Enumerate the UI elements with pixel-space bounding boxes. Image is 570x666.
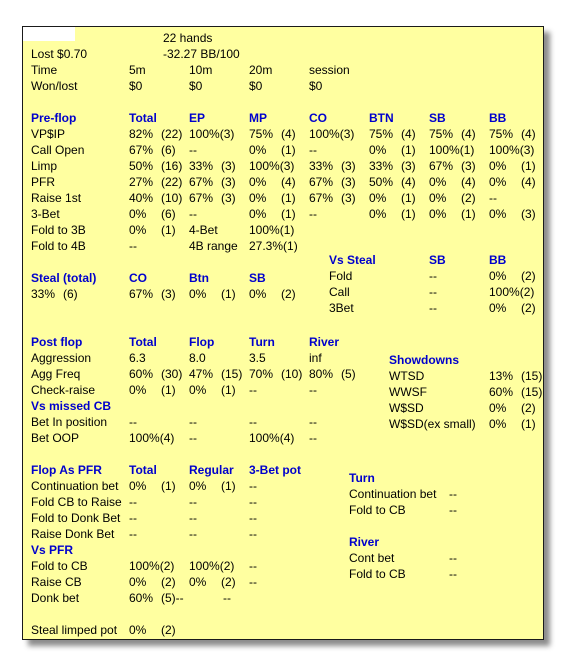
vs-pfr-total: 60% (129, 591, 154, 605)
vs-pfr-regular: 0% (189, 575, 207, 589)
preflop-cell-count: (6) (161, 143, 176, 157)
preflop-row-label: 3-Bet (31, 207, 60, 221)
preflop-cell: 4-Bet (189, 223, 218, 237)
showdown-count: (2) (521, 401, 536, 415)
preflop-header: EP (189, 111, 206, 125)
vs-pfr-3bet: -- (223, 591, 231, 605)
vs-steal-bb: 100%(2) (489, 285, 535, 299)
showdown-value: 60% (489, 385, 514, 399)
preflop-cell: 0% (129, 223, 147, 237)
postflop-cell: -- (249, 383, 257, 397)
vs-missed-cell: -- (309, 415, 317, 429)
preflop-row-label: Fold to 3B (31, 223, 86, 237)
showdown-count: (15) (521, 385, 543, 399)
preflop-cell: 0% (369, 143, 387, 157)
preflop-cell: -- (129, 239, 137, 253)
preflop-header: CO (309, 111, 327, 125)
turn-row-label: Continuation bet (349, 487, 437, 501)
postflop-cell: 0% (189, 383, 207, 397)
showdown-count: (15) (521, 369, 543, 383)
vs-missed-cell: -- (189, 415, 197, 429)
preflop-cell-count: (3) (401, 159, 416, 173)
preflop-cell-count: (10) (161, 191, 183, 205)
steal-sb-header: SB (249, 271, 266, 285)
wonlost-5m: $0 (129, 79, 143, 93)
preflop-cell: 27% (129, 175, 154, 189)
steal-btn-count: (1) (221, 287, 236, 301)
preflop-cell: 0% (489, 159, 507, 173)
postflop-title: Post flop (31, 335, 83, 349)
preflop-cell-count: (2) (461, 191, 476, 205)
flop-pfr-header-regular: Regular (189, 463, 234, 477)
postflop-cell: 47% (189, 367, 214, 381)
preflop-cell: 0% (429, 207, 447, 221)
preflop-cell: -- (489, 191, 497, 205)
preflop-cell: 100%(3) (249, 159, 295, 173)
preflop-cell: 4B range (189, 239, 238, 253)
preflop-cell-count: (3) (221, 191, 236, 205)
vs-pfr-row-label: Fold to CB (31, 559, 88, 573)
flop-pfr-3bet: -- (249, 511, 257, 525)
vs-missed-cb-title: Vs missed CB (31, 399, 112, 413)
vs-steal-sb: -- (429, 269, 437, 283)
showdown-value: 13% (489, 369, 514, 383)
vs-pfr-3bet: -- (249, 559, 257, 573)
time-session: session (309, 63, 350, 77)
preflop-cell: 0% (369, 191, 387, 205)
time-label: Time (31, 63, 58, 77)
preflop-cell-count: (1) (161, 223, 176, 237)
preflop-cell: -- (309, 143, 317, 157)
preflop-cell: 67% (309, 191, 334, 205)
preflop-cell: 33% (309, 159, 334, 173)
vs-steal-sb: -- (429, 301, 437, 315)
postflop-row-label: Agg Freq (31, 367, 81, 381)
postflop-cell: -- (309, 383, 317, 397)
showdown-label: W$SD(ex small) (389, 417, 476, 431)
vs-steal-sb: -- (429, 285, 437, 299)
stats-popup-panel (22, 26, 544, 640)
hands-count: 22 hands (163, 31, 213, 45)
preflop-header: MP (249, 111, 267, 125)
vs-missed-cell: 100%(4) (129, 431, 175, 445)
flop-pfr-total: -- (129, 495, 137, 509)
vs-steal-header-sb: SB (429, 253, 446, 267)
preflop-cell-count: (1) (461, 207, 476, 221)
river-row-label: Cont bet (349, 551, 395, 565)
preflop-cell: 40% (129, 191, 154, 205)
preflop-cell-count: (22) (161, 175, 183, 189)
vs-steal-row-label: Call (329, 285, 350, 299)
preflop-cell: 33% (369, 159, 394, 173)
flop-pfr-regular-count: (1) (221, 479, 236, 493)
postflop-row-label: Aggression (31, 351, 92, 365)
showdown-value: 0% (489, 401, 507, 415)
preflop-cell-count: (4) (521, 127, 536, 141)
preflop-cell: 0% (249, 143, 267, 157)
postflop-cell-count: (1) (161, 383, 176, 397)
steal-co-value: 67% (129, 287, 154, 301)
showdown-value: 0% (489, 417, 507, 431)
postflop-cell: inf (309, 351, 322, 365)
vs-steal-header-bb: BB (489, 253, 507, 267)
preflop-cell: 0% (249, 207, 267, 221)
vs-pfr-regular: 100%(2) (189, 559, 235, 573)
river-row-value: -- (449, 567, 457, 581)
preflop-cell-count: (3) (461, 159, 476, 173)
river-row-label: Fold to CB (349, 567, 406, 581)
vs-missed-row-label: Bet In position (31, 415, 108, 429)
preflop-cell-count: (4) (281, 175, 296, 189)
preflop-cell: 75% (249, 127, 274, 141)
steal-sb-value: 0% (249, 287, 267, 301)
postflop-cell: 60% (129, 367, 154, 381)
postflop-header: Total (129, 335, 157, 349)
preflop-cell: -- (189, 143, 197, 157)
preflop-cell: 50% (369, 175, 394, 189)
title-bar-blank (23, 27, 75, 41)
preflop-cell: 0% (489, 175, 507, 189)
turn-row-value: -- (449, 503, 457, 517)
preflop-cell-count: (3) (221, 175, 236, 189)
preflop-cell-count: (1) (521, 159, 536, 173)
steal-btn-value: 0% (189, 287, 207, 301)
preflop-cell-count: (4) (461, 127, 476, 141)
steal-total-value: 33% (31, 287, 56, 301)
steal-sb-count: (2) (281, 287, 296, 301)
preflop-cell: 0% (129, 207, 147, 221)
flop-pfr-regular: -- (189, 511, 197, 525)
turn-row-label: Fold to CB (349, 503, 406, 517)
preflop-cell: 100%(3) (309, 127, 355, 141)
flop-pfr-header-3bet: 3-Bet pot (249, 463, 301, 477)
postflop-cell: 80% (309, 367, 334, 381)
preflop-cell-count: (3) (341, 191, 356, 205)
preflop-header: SB (429, 111, 446, 125)
wonlost-10m: $0 (189, 79, 203, 93)
preflop-cell: 100%(3) (489, 143, 535, 157)
postflop-row-label: Check-raise (31, 383, 96, 397)
steal-btn-header: Btn (189, 271, 209, 285)
steal-total-header: Steal (total) (31, 271, 97, 285)
flop-pfr-total: -- (129, 527, 137, 541)
preflop-cell: 67% (189, 175, 214, 189)
vs-pfr-total-count: (2) (161, 575, 176, 589)
time-10m: 10m (189, 63, 213, 77)
postflop-header: Flop (189, 335, 215, 349)
preflop-cell: 0% (429, 191, 447, 205)
bb-per-100: -32.27 BB/100 (163, 47, 240, 61)
vs-steal-title: Vs Steal (329, 253, 376, 267)
postflop-cell-count: (5) (341, 367, 356, 381)
steal-total-count: (6) (63, 287, 78, 301)
postflop-cell: 0% (129, 383, 147, 397)
flop-pfr-header-total: Total (129, 463, 157, 477)
steal-limped-label: Steal limped pot (31, 623, 118, 637)
postflop-header: River (309, 335, 340, 349)
preflop-row-label: Limp (31, 159, 58, 173)
preflop-row-label: Fold to 4B (31, 239, 86, 253)
vs-missed-cell: 100%(4) (249, 431, 295, 445)
preflop-cell-count: (3) (341, 159, 356, 173)
steal-co-header: CO (129, 271, 147, 285)
postflop-cell: 3.5 (249, 351, 266, 365)
vs-steal-row-label: Fold (329, 269, 353, 283)
preflop-cell: 100%(3) (189, 127, 235, 141)
flop-pfr-total: 0% (129, 479, 147, 493)
vs-missed-cell: -- (249, 415, 257, 429)
preflop-cell-count: (6) (161, 207, 176, 221)
preflop-cell: 33% (189, 159, 214, 173)
preflop-cell-count: (3) (521, 207, 536, 221)
vs-missed-row-label: Bet OOP (31, 431, 80, 445)
preflop-row-label: Call Open (31, 143, 85, 157)
preflop-cell: 75% (369, 127, 394, 141)
preflop-cell: 0% (429, 175, 447, 189)
flop-pfr-row-label: Fold to Donk Bet (31, 511, 121, 525)
preflop-row-label: PFR (31, 175, 55, 189)
preflop-cell: 75% (429, 127, 454, 141)
vs-missed-cell: -- (189, 431, 197, 445)
preflop-cell-count: (3) (341, 175, 356, 189)
vs-pfr-regular-count: (2) (221, 575, 236, 589)
preflop-header: Total (129, 111, 157, 125)
flop-pfr-row-label: Fold CB to Raise (31, 495, 122, 509)
flop-as-pfr-title: Flop As PFR (31, 463, 102, 477)
flop-pfr-regular: -- (189, 495, 197, 509)
turn-row-value: -- (449, 487, 457, 501)
flop-pfr-3bet: -- (249, 479, 257, 493)
showdown-count: (1) (521, 417, 536, 431)
preflop-cell-count: (4) (521, 175, 536, 189)
preflop-cell-count: (1) (281, 191, 296, 205)
preflop-cell-count: (3) (221, 159, 236, 173)
preflop-cell: 67% (129, 143, 154, 157)
steal-limped-count: (2) (161, 623, 176, 637)
showdown-label: WWSF (389, 385, 427, 399)
vs-pfr-row-label: Raise CB (31, 575, 82, 589)
preflop-cell-count: (4) (401, 175, 416, 189)
flop-pfr-3bet: -- (249, 527, 257, 541)
postflop-header: Turn (249, 335, 275, 349)
time-5m: 5m (129, 63, 146, 77)
steal-co-count: (3) (161, 287, 176, 301)
preflop-header: BB (489, 111, 507, 125)
preflop-cell: 50% (129, 159, 154, 173)
flop-pfr-row-label: Raise Donk Bet (31, 527, 115, 541)
flop-pfr-3bet: -- (249, 495, 257, 509)
preflop-cell-count: (1) (281, 207, 296, 221)
preflop-cell: -- (309, 207, 317, 221)
preflop-cell-count: (4) (461, 175, 476, 189)
showdown-label: W$SD (389, 401, 424, 415)
preflop-cell-count: (4) (281, 127, 296, 141)
preflop-cell-count: (4) (401, 127, 416, 141)
river-row-value: -- (449, 551, 457, 565)
flop-pfr-total-count: (1) (161, 479, 176, 493)
preflop-cell: 0% (489, 207, 507, 221)
vs-steal-row-label: 3Bet (329, 301, 354, 315)
flop-pfr-total: -- (129, 511, 137, 525)
vs-pfr-row-label: Donk bet (31, 591, 80, 605)
steal-limped-value: 0% (129, 623, 147, 637)
vs-missed-cell: -- (129, 415, 137, 429)
preflop-cell: 100%(1) (429, 143, 475, 157)
postflop-cell-count: (30) (161, 367, 183, 381)
postflop-cell: 70% (249, 367, 274, 381)
wonlost-session: $0 (309, 79, 323, 93)
preflop-cell: 100%(1) (249, 223, 295, 237)
preflop-cell: 0% (249, 175, 267, 189)
vs-steal-bb-count: (2) (521, 269, 536, 283)
preflop-row-label: VP$IP (31, 127, 66, 141)
preflop-cell: 67% (189, 191, 214, 205)
vs-pfr-title: Vs PFR (31, 543, 74, 557)
preflop-cell-count: (1) (401, 143, 416, 157)
vs-pfr-total: 0% (129, 575, 147, 589)
lost-amount: Lost $0.70 (31, 47, 88, 61)
showdowns-title: Showdowns (389, 353, 459, 367)
preflop-cell-count: (1) (281, 143, 296, 157)
preflop-cell-count: (16) (161, 159, 183, 173)
preflop-cell-count: (1) (401, 191, 416, 205)
vs-missed-cell: -- (309, 431, 317, 445)
preflop-cell-count: (22) (161, 127, 183, 141)
flop-pfr-regular: -- (189, 527, 197, 541)
river-title: River (349, 535, 380, 549)
preflop-cell: 27.3%(1) (249, 239, 298, 253)
postflop-cell: 8.0 (189, 351, 206, 365)
postflop-cell-count: (15) (221, 367, 243, 381)
postflop-cell-count: (1) (221, 383, 236, 397)
vs-steal-bb-count: (2) (521, 301, 536, 315)
preflop-cell: 67% (429, 159, 454, 173)
wonlost-label: Won/lost (31, 79, 78, 93)
time-20m: 20m (249, 63, 273, 77)
flop-pfr-row-label: Continuation bet (31, 479, 119, 493)
wonlost-20m: $0 (249, 79, 263, 93)
flop-pfr-regular: 0% (189, 479, 207, 493)
preflop-row-label: Raise 1st (31, 191, 82, 205)
vs-pfr-total-count: (5)-- (161, 591, 184, 605)
vs-steal-bb: 0% (489, 301, 507, 315)
preflop-cell: -- (189, 207, 197, 221)
preflop-header: BTN (369, 111, 394, 125)
preflop-title: Pre-flop (31, 111, 77, 125)
showdown-label: WTSD (389, 369, 425, 383)
vs-pfr-total: 100%(2) (129, 559, 175, 573)
preflop-cell: 82% (129, 127, 154, 141)
preflop-cell: 75% (489, 127, 514, 141)
preflop-cell: 67% (309, 175, 334, 189)
postflop-cell-count: (10) (281, 367, 303, 381)
preflop-cell: 0% (249, 191, 267, 205)
turn-title: Turn (349, 471, 375, 485)
preflop-cell-count: (1) (401, 207, 416, 221)
postflop-cell: 6.3 (129, 351, 146, 365)
preflop-cell: 0% (369, 207, 387, 221)
vs-steal-bb: 0% (489, 269, 507, 283)
vs-pfr-3bet: -- (249, 575, 257, 589)
